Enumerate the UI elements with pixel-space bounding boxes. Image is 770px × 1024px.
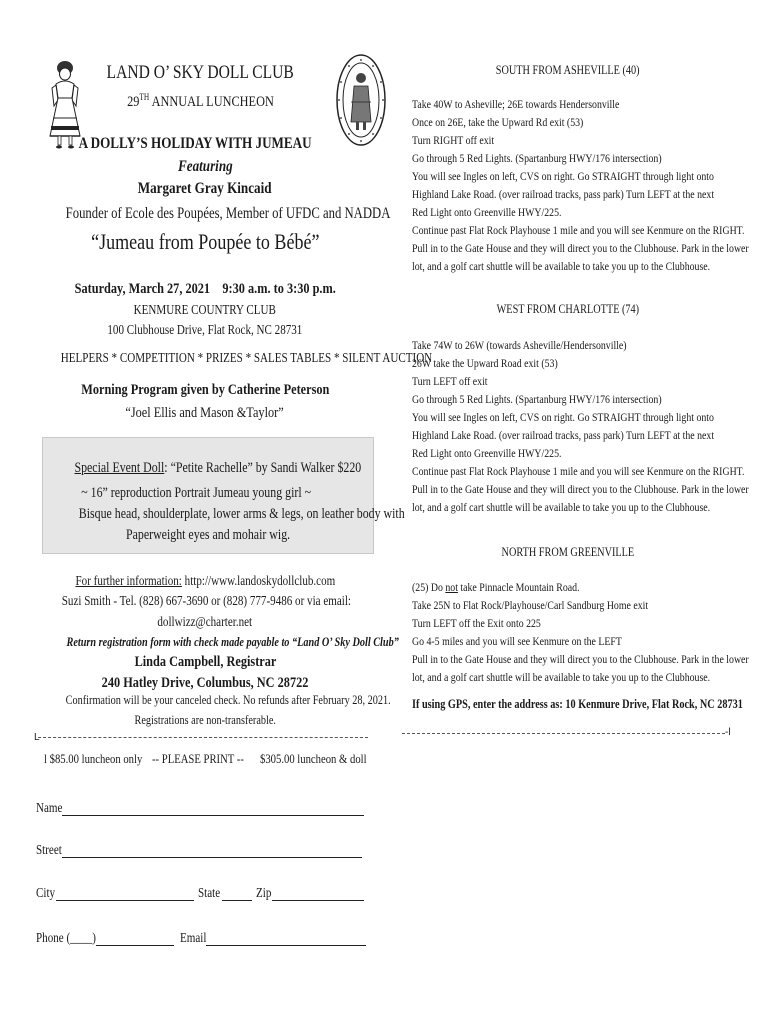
cut-line-right: [402, 733, 725, 734]
phone-label: Phone (____): [36, 930, 96, 945]
special-doll-title: [43, 460, 373, 477]
name-field[interactable]: [62, 815, 364, 816]
north-line-pre: (25) Do: [412, 580, 446, 594]
west-line: Red Light onto Greenville HWY/225.: [412, 446, 562, 460]
west-line: You will see Ingles on left, CVS on right. Go STRAIGHT through light onto: [412, 410, 714, 424]
zip-field[interactable]: [272, 900, 364, 901]
speaker-credentials: Founder of Ecole des Poupées, Member of UFDC and NADDA: [65, 205, 391, 222]
cut-line-left: [38, 737, 368, 738]
zip-label: Zip: [256, 885, 272, 900]
special-doll-box: [42, 437, 405, 554]
registration-options: [34, 751, 374, 771]
email-label: Email: [180, 930, 207, 945]
luncheon-title: [60, 92, 340, 111]
option-luncheon-only[interactable]: l $85.00 luncheon only: [44, 751, 143, 766]
city-field[interactable]: [56, 900, 194, 901]
west-heading: WEST FROM CHARLOTTE (74): [496, 302, 640, 316]
south-line: Red Light onto Greenville HWY/225.: [412, 205, 562, 219]
street-field[interactable]: [62, 857, 362, 858]
speaker-name: Margaret Gray Kincaid: [138, 180, 272, 197]
special-doll-line2: ~ 16” reproduction Portrait Jumeau young girl ~: [81, 485, 311, 501]
street-label: Street: [36, 842, 62, 857]
event-theme: A DOLLY’S HOLIDAY WITH JUMEAU: [78, 135, 312, 152]
return-note: Return registration form with check made payable to “Land O’ Sky Doll Club”: [66, 635, 399, 649]
south-line: Highland Lake Road. (over railroad tracks, pass park) Turn LEFT at the next: [412, 187, 715, 201]
club-title: LAND O’ SKY DOLL CLUB: [106, 62, 294, 83]
please-print-note: -- PLEASE PRINT --: [152, 751, 244, 766]
south-line: Pull in to the Gate House and they will direct you to the Clubhouse. Park in the lower: [412, 241, 749, 255]
phone-field[interactable]: [96, 945, 174, 946]
special-doll-line3: Bisque head, shoulderplate, lower arms & legs, on leather body with: [78, 506, 405, 522]
south-line: lot, and a golf cart shuttle will be available to take you up to the Clubhouse.: [412, 259, 711, 273]
south-line: Take 40W to Asheville; 26E towards Hendersonville: [412, 97, 620, 111]
west-line: 26W take the Upward Road exit (53): [412, 356, 558, 370]
cut-mark-right: -l: [725, 727, 731, 738]
event-date-time: Saturday, March 27, 2021 9:30 a.m. to 3:30 p.m.: [74, 281, 336, 297]
cut-mark-left: L: [34, 732, 40, 743]
north-line-emphasis: not: [445, 580, 458, 594]
info-line: [40, 573, 370, 589]
morning-program-subject: “Joel Ellis and Mason &Taylor”: [125, 405, 285, 421]
west-line: Turn LEFT off exit: [412, 374, 488, 388]
south-line: Go through 5 Red Lights. (Spartanburg HWY/176 intersection): [412, 151, 662, 165]
gps-note: If using GPS, enter the address as: 10 Kenmure Drive, Flat Rock, NC 28731: [412, 697, 743, 711]
name-label: Name: [36, 800, 63, 815]
south-line: Continue past Flat Rock Playhouse 1 mile and you will see Kenmure on the RIGHT.: [412, 223, 745, 237]
option-luncheon-and-doll[interactable]: $305.00 luncheon & doll: [260, 751, 367, 766]
south-line: You will see Ingles on left, CVS on right. Go STRAIGHT through light onto: [412, 169, 714, 183]
north-line: lot, and a golf cart shuttle will be available to take you up to the Clubhouse.: [412, 670, 711, 684]
west-directions: [412, 336, 757, 516]
north-line: Pull in to the Gate House and they will direct you to the Clubhouse. Park in the lower: [412, 652, 749, 666]
email-field[interactable]: [206, 945, 366, 946]
south-line: Turn RIGHT off exit: [412, 133, 495, 147]
west-line: Pull in to the Gate House and they will direct you to the Clubhouse. Park in the lower: [412, 482, 749, 496]
special-doll-desc: : “Petite Rachelle” by Sandi Walker $220: [164, 460, 362, 476]
contact-email[interactable]: dollwizz@charter.net: [157, 614, 253, 629]
north-line: Go 4-5 miles and you will see Kenmure on the LEFT: [412, 634, 622, 648]
city-label: City: [36, 885, 56, 900]
west-line: Go through 5 Red Lights. (Spartanburg HWY/176 intersection): [412, 392, 662, 406]
registrar-name: Linda Campbell, Registrar: [134, 654, 276, 670]
west-line: Continue past Flat Rock Playhouse 1 mile and you will see Kenmure on the RIGHT.: [412, 464, 745, 478]
website-link[interactable]: http://www.landoskydollclub.com: [181, 573, 335, 588]
north-line: Turn LEFT off the Exit onto 225: [412, 616, 541, 630]
north-line: [412, 578, 695, 596]
info-label: For further information:: [75, 573, 182, 588]
morning-program: Morning Program given by Catherine Peterson: [80, 382, 330, 398]
south-directions: [412, 95, 757, 275]
special-doll-line4: Paperweight eyes and mohair wig.: [125, 527, 291, 543]
event-address: 100 Clubhouse Drive, Flat Rock, NC 28731: [107, 322, 303, 337]
state-label: State: [198, 885, 221, 900]
event-venue: KENMURE COUNTRY CLUB: [133, 302, 277, 317]
north-heading: NORTH FROM GREENVILLE: [501, 545, 635, 559]
south-line: Once on 26E, take the Upward Rd exit (53): [412, 115, 584, 129]
south-heading: SOUTH FROM ASHEVILLE (40): [496, 63, 640, 77]
contact-phone: Suzi Smith - Tel. (828) 667-3690 or (828) 777-9486 or via email:: [61, 593, 352, 608]
north-line-post: take Pinnacle Mountain Road.: [457, 580, 580, 594]
club-seal: [335, 52, 387, 148]
state-field[interactable]: [222, 900, 252, 901]
west-line: Highland Lake Road. (over railroad tracks, pass park) Turn LEFT at the next: [412, 428, 715, 442]
event-features: HELPERS * COMPETITION * PRIZES * SALES TABLES * SILENT AUCTION: [60, 350, 433, 365]
registrar-address: 240 Hatley Drive, Columbus, NC 28722: [101, 675, 309, 691]
non-transferable-note: Registrations are non-transferable.: [134, 713, 276, 727]
anniversary-number: 29: [126, 94, 139, 110]
west-line: Take 74W to 26W (towards Asheville/Hendersonville): [412, 338, 627, 352]
north-line: Take 25N to Flat Rock/Playhouse/Carl Sandburg Home exit: [412, 598, 649, 612]
talk-title: “Jumeau from Poupée to Bébé”: [90, 229, 320, 254]
north-directions: [412, 578, 757, 686]
west-line: lot, and a golf cart shuttle will be available to take you up to the Clubhouse.: [412, 500, 711, 514]
confirmation-note: Confirmation will be your canceled check. No refunds after February 28, 2021.: [65, 693, 391, 707]
anniversary-rest: ANNUAL LUNCHEON: [148, 94, 274, 110]
featuring-label: Featuring: [177, 158, 233, 175]
special-doll-label: Special Event Doll: [74, 460, 165, 476]
anniversary-suffix: TH: [138, 92, 149, 102]
